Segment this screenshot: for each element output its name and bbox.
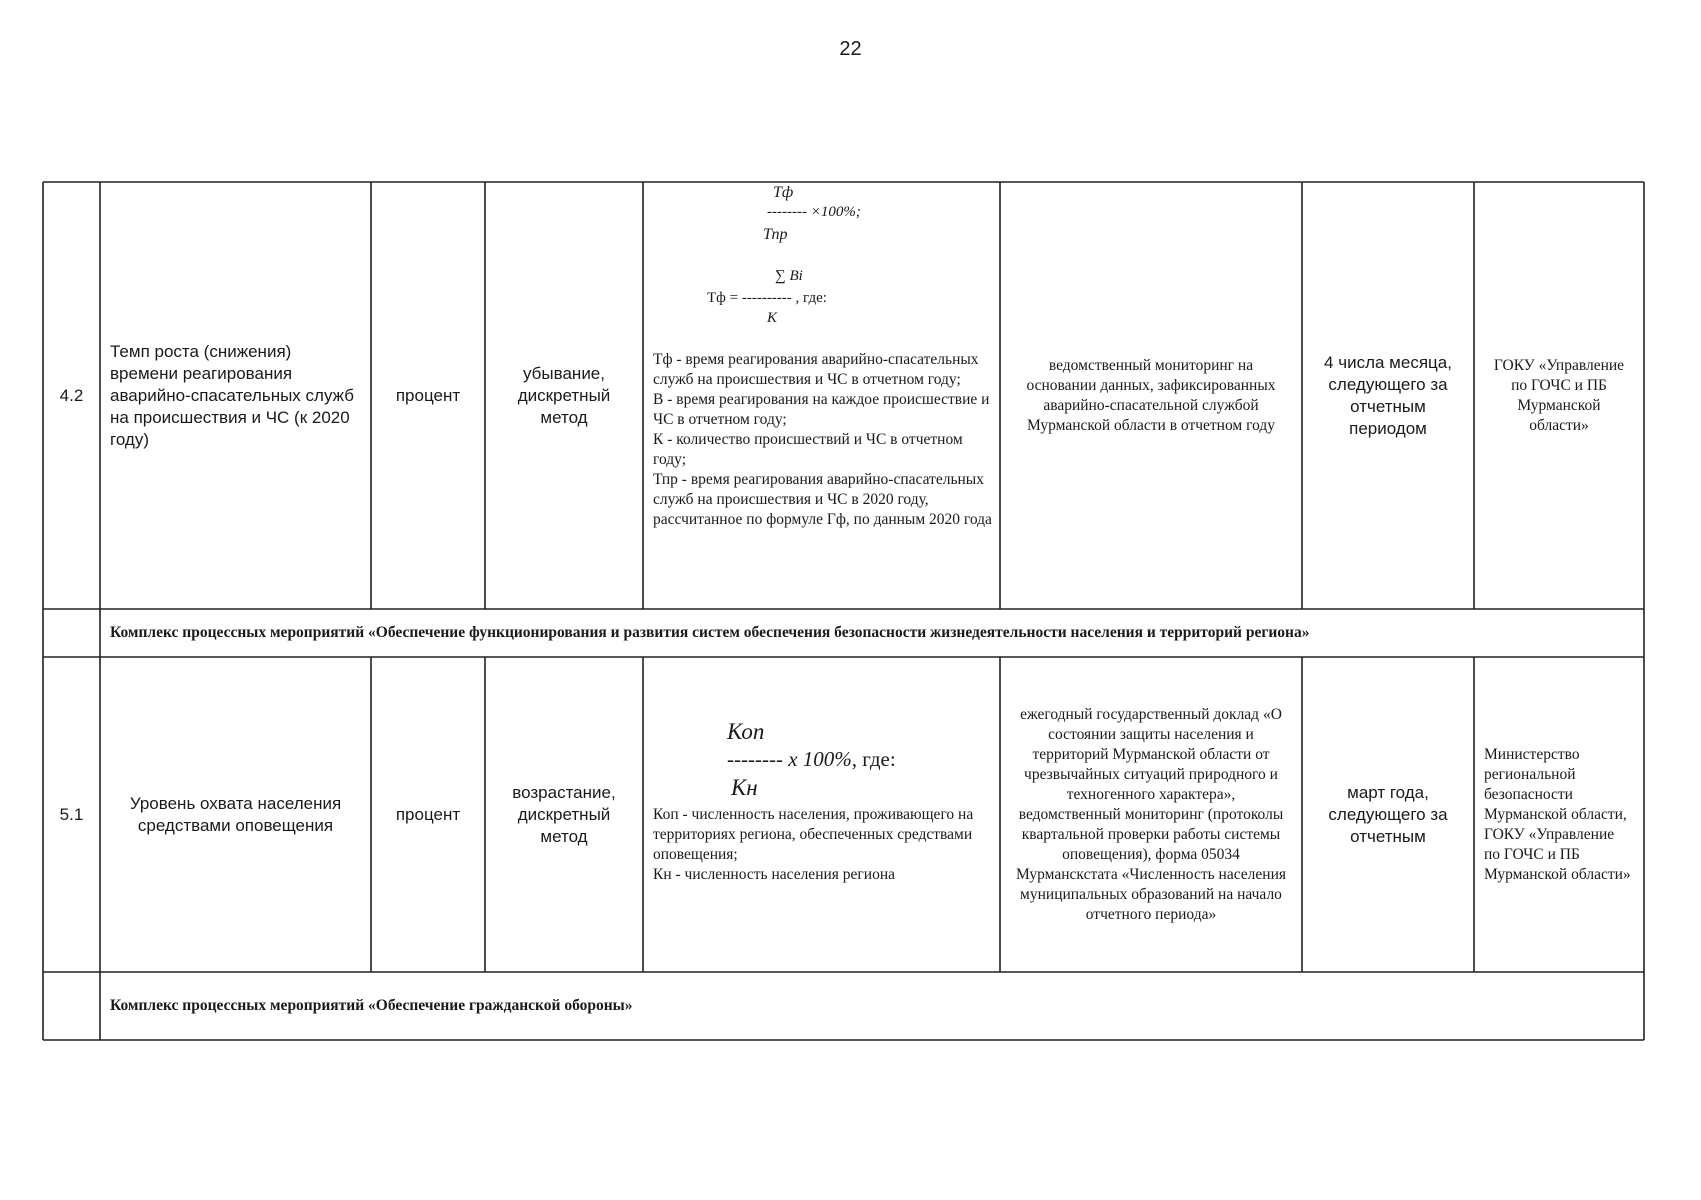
row-4-2-definitions: Тф - время реагирования аварийно-спасательных служб на происшествия и ЧС в отчетном году; В - время реагирования на каждое происшествие и ЧС в отчетном году; К - количество происшествий и ЧС в отчетном году; Тпр - время реагирования аварийно-спасательных служб на происшествия и ЧС в 2020 году, рассчитанное по формуле Гф, по данным 2020 года bbox=[653, 351, 992, 528]
formula-numerator-kop: Коп bbox=[727, 719, 765, 744]
row-4-2-number: 4.2 bbox=[59, 385, 84, 405]
formula-numerator-tf: Тф bbox=[773, 184, 794, 201]
row-4-2-unit: процент bbox=[395, 385, 461, 405]
formula-sum-bi: ∑ Bi bbox=[775, 268, 803, 284]
section-header-civil-defense: Комплекс процессных мероприятий «Обеспечение гражданской обороны» bbox=[110, 997, 633, 1014]
row-4-2-deadline: 4 числа месяца, следующего за отчетным периодом bbox=[1324, 352, 1452, 438]
row-4-2-data-source: ведомственный мониторинг на основании данных, зафиксированных аварийно-спасательной службой Мурманской области в отчетном году bbox=[1026, 356, 1276, 434]
formula-fraction-line: -------- ×100%; bbox=[767, 204, 861, 220]
row-5-1-indicator-name: Уровень охвата населения средствами оповещения bbox=[129, 793, 342, 835]
row-4-2-indicator-name: Темп роста (снижения) времени реагирования аварийно-спасательных служб на происшествия и ЧС (к 2020 году) bbox=[110, 341, 354, 449]
row-5-1-responsible: Министерство региональной безопасности Мурманской области, ГОКУ «Управление по ГОЧС и ПБ Мурманской области» bbox=[1484, 745, 1631, 883]
row-5-1-unit: процент bbox=[395, 804, 461, 824]
formula-tf-equals: Тф = ---------- , где: bbox=[707, 290, 827, 306]
formula-fraction-line-kop bbox=[727, 747, 896, 772]
row-5-1-definitions: Коп - численность населения, проживающего на территориях региона, обеспеченных средствами оповещения; Кн - численность населения региона bbox=[653, 806, 974, 883]
formula-denominator-tpr: Тпр bbox=[763, 226, 788, 243]
row-5-1-deadline: март года, следующего за отчетным bbox=[1328, 782, 1448, 846]
row-5-1-trend: возрастание, дискретный метод bbox=[512, 782, 616, 846]
row-5-1-data-source: ежегодный государственный доклад «О состоянии защиты населения и территорий Мурманской области от чрезвычайных ситуаций природного и техногенного характера», ведомственный мониторинг (протоколы квартальной проверки работы системы оповещения), форма 05034 Мурманскстата «Численность населения муниципальных образований на начало отчетного периода» bbox=[1016, 705, 1286, 923]
section-header-safety-systems: Комплекс процессных мероприятий «Обеспечение функционирования и развития систем обеспечения безопасности жизнедеятельности населения и территорий региона» bbox=[110, 624, 1310, 641]
row-5-1-number: 5.1 bbox=[59, 804, 84, 824]
page-number: 22 bbox=[839, 38, 862, 60]
formula-denominator-kn: Кн bbox=[731, 775, 758, 800]
formula-percent: -------- х 100%, bbox=[727, 747, 858, 771]
row-4-2-trend: убывание, дискретный метод bbox=[517, 363, 611, 427]
row-4-2-formula bbox=[643, 182, 1000, 609]
formula-denominator-k: К bbox=[767, 310, 777, 326]
row-4-2-responsible: ГОКУ «Управление по ГОЧС и ПБ Мурманской области» bbox=[1493, 356, 1625, 434]
formula-where: где: bbox=[857, 747, 896, 771]
row-5-1-formula bbox=[643, 657, 1000, 972]
